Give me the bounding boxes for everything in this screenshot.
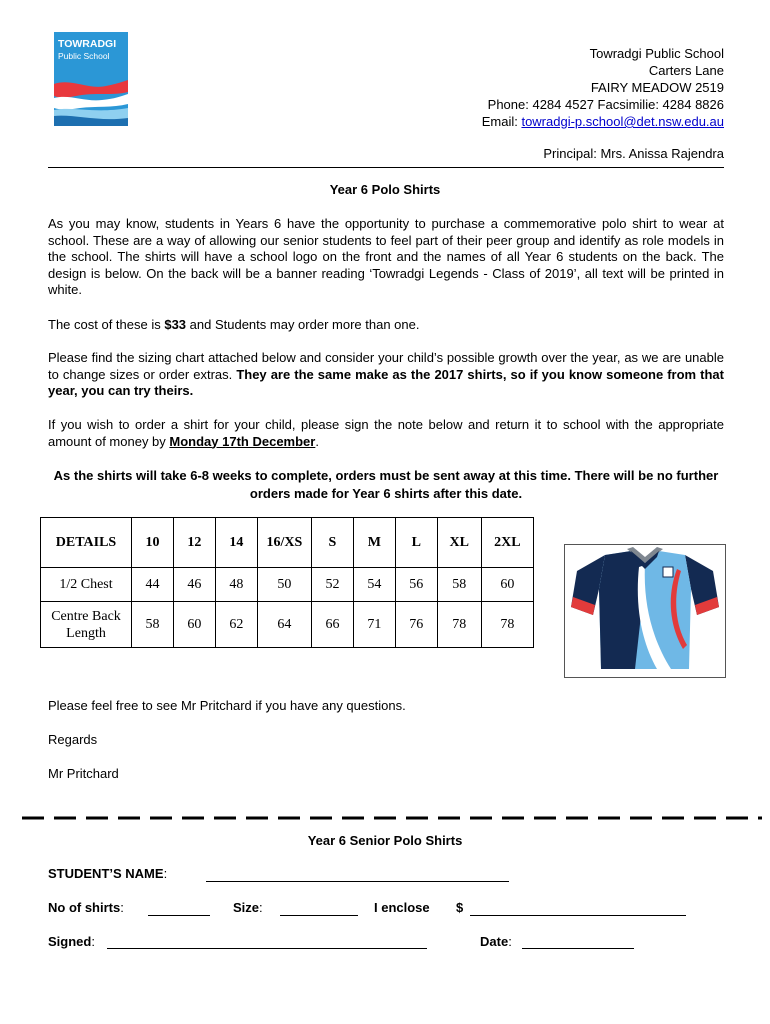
label-colon: :	[508, 934, 512, 949]
signoff-name: Mr Pritchard	[48, 766, 119, 781]
school-suburb: FAIRY MEADOW 2519	[590, 80, 724, 95]
table-header-cell: S	[311, 518, 353, 568]
table-cell: 44	[132, 568, 174, 602]
table-row	[41, 568, 534, 602]
sizing-bold-text: They are the same make as the 2017 shirts, so if you know someone from that year, you can try theirs.	[48, 366, 724, 398]
cut-line-divider	[22, 815, 762, 821]
table-cell: 62	[215, 602, 257, 648]
label-text: Date	[480, 934, 509, 949]
sizing-paragraph	[48, 350, 724, 400]
no-of-shirts-field[interactable]	[148, 914, 210, 916]
table-cell: 48	[215, 568, 257, 602]
order-text: If you wish to order a shirt for your child, please sign the note below and return it to school with the appropriate amount of money by	[48, 417, 724, 449]
table-header-row	[41, 518, 534, 568]
logo-subtitle: Public School	[58, 51, 110, 61]
letter-title: Year 6 Polo Shirts	[329, 182, 441, 197]
signature-field[interactable]	[107, 947, 427, 949]
table-header-cell: M	[353, 518, 395, 568]
header-divider	[48, 167, 724, 168]
size-chart-table	[40, 517, 534, 648]
table-row	[41, 602, 534, 648]
table-cell: 76	[395, 602, 437, 648]
label-colon: :	[259, 900, 263, 915]
table-cell: 58	[437, 568, 481, 602]
principal-name: Principal: Mrs. Anissa Rajendra	[543, 146, 724, 161]
table-cell: 64	[257, 602, 311, 648]
size-label	[233, 900, 263, 915]
table-cell: 58	[132, 602, 174, 648]
table-cell: 78	[437, 602, 481, 648]
student-name-label	[48, 866, 167, 881]
table-cell: 50	[257, 568, 311, 602]
label-colon: :	[163, 866, 168, 881]
table-cell: Centre Back Length	[41, 602, 132, 648]
no-of-shirts-label	[48, 900, 124, 915]
order-paragraph	[48, 417, 724, 450]
amount-field[interactable]	[470, 914, 686, 916]
polo-shirt-image	[564, 544, 726, 678]
school-address	[482, 45, 724, 130]
label-text: No of shirts	[48, 900, 121, 915]
date-field[interactable]	[522, 947, 634, 949]
questions-line: Please feel free to see Mr Pritchard if you have any questions.	[48, 698, 406, 713]
label-text: Size	[233, 900, 260, 915]
sizing-text: Please find the sizing chart attached below and consider your child’s possible growth over the year, as we are unable to change sizes or order extras.	[48, 350, 724, 382]
signed-label	[48, 934, 95, 949]
table-cell: 60	[481, 568, 533, 602]
table-cell: 60	[173, 602, 215, 648]
cost-text-end: and Students may order more than one.	[186, 317, 420, 332]
table-header-cell: 12	[173, 518, 215, 568]
student-name-field[interactable]	[206, 880, 509, 882]
table-header-cell: XL	[437, 518, 481, 568]
table-header-cell: 2XL	[481, 518, 533, 568]
school-phone: Phone: 4284 4527 Facsimilie: 4284 8826	[487, 97, 724, 112]
cost-amount: $33	[164, 317, 187, 332]
email-label: Email:	[481, 114, 522, 129]
table-cell: 52	[311, 568, 353, 602]
label-colon: :	[120, 900, 124, 915]
school-logo	[54, 32, 128, 126]
table-cell: 46	[173, 568, 215, 602]
order-form-title: Year 6 Senior Polo Shirts	[307, 833, 463, 848]
label-text: Signed	[48, 934, 92, 949]
due-date: Monday 17th December	[169, 433, 316, 449]
size-field[interactable]	[280, 914, 358, 916]
label-text: STUDENT’S NAME	[48, 866, 164, 881]
table-header-cell: L	[395, 518, 437, 568]
table-cell: 56	[395, 568, 437, 602]
table-header-cell: 14	[215, 518, 257, 568]
intro-paragraph: As you may know, students in Years 6 have the opportunity to purchase a commemorative polo shirt to wear at school. These are a way of allowing our senior students to feel part of their peer group and identify as role models in the school. The shirts will have a school logo on the front and the names of all Year 6 students on the back. The design is below. On the back will be a banner reading ‘Towradgi Legends - Class of 2019’, all text will be printed in white.	[48, 216, 724, 297]
cost-paragraph	[48, 317, 724, 334]
school-name: Towradgi Public School	[589, 46, 724, 61]
warning-notice: As the shirts will take 6-8 weeks to complete, orders must be sent away at this time. There will be no further orders made for Year 6 shirts after this date.	[53, 468, 719, 501]
email-link[interactable]: towradgi-p.school@det.nsw.edu.au	[521, 114, 724, 129]
dollar-sign: $	[456, 900, 464, 915]
table-cell: 66	[311, 602, 353, 648]
table-header-cell: DETAILS	[41, 518, 132, 568]
enclose-label: I enclose	[374, 900, 430, 915]
regards-line: Regards	[48, 732, 98, 747]
table-cell: 71	[353, 602, 395, 648]
school-street: Carters Lane	[648, 63, 724, 78]
school-email-line	[482, 113, 724, 130]
table-cell: 54	[353, 568, 395, 602]
order-text-end: .	[315, 433, 319, 449]
date-label	[480, 934, 512, 949]
logo-title: TOWRADGI	[58, 38, 117, 50]
table-header-cell: 16/XS	[257, 518, 311, 568]
label-colon: :	[91, 934, 95, 949]
table-header-cell: 10	[132, 518, 174, 568]
table-cell: 1/2 Chest	[41, 568, 132, 602]
cost-text: The cost of these is	[48, 317, 165, 332]
table-cell: 78	[481, 602, 533, 648]
